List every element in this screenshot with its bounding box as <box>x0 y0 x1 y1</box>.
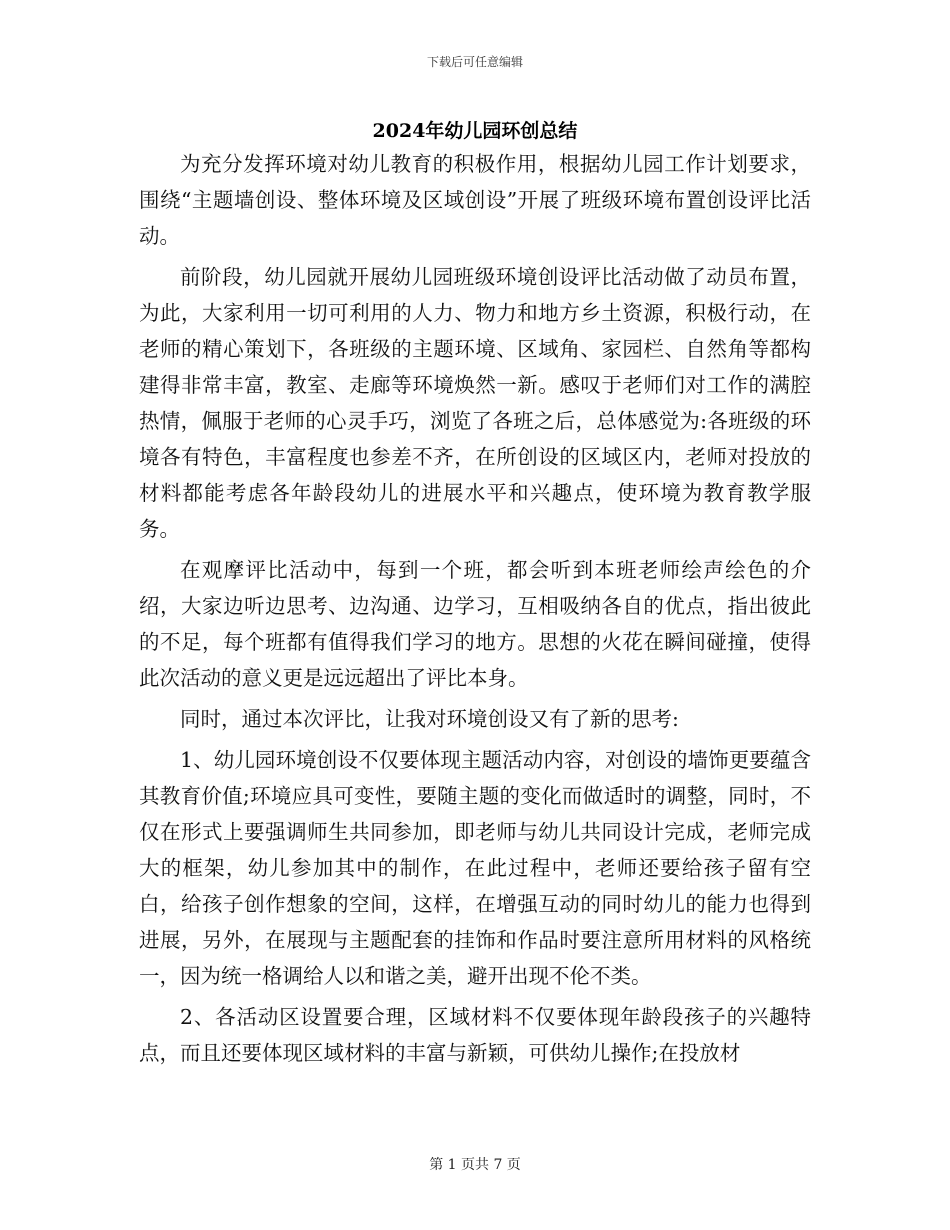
paragraph-observation: 在观摩评比活动中，每到一个班，都会听到本班老师绘声绘色的介绍，大家边听边思考、边沟通、边学习，互相吸纳各自的优点，指出彼此的不足，每个班都有值得我们学习的地方。思想的火花在瞬间碰撞，使得此次活动的意义更是远远超出了评比本身。 <box>139 558 811 690</box>
document-body <box>139 146 811 1076</box>
paragraph-point-1: 1、幼儿园环境创设不仅要体现主题活动内容，对创设的墙饰更要蕴含其教育价值;环境应具可变性，要随主题的变化而做适时的调整，同时，不仅在形式上要强调师生共同参加，即老师与幼儿共同设计完成，老师完成大的框架，幼儿参加其中的制作，在此过程中，老师还要给孩子留有空白，给孩子创作想象的空间，这样，在增强互动的同时幼儿的能力也得到进展，另外，在展现与主题配套的挂饰和作品时要注意所用材料的风格统一，因为统一格调给人以和谐之美，避开出现不伦不类。 <box>139 748 811 988</box>
paragraph-preparation: 前阶段，幼儿园就开展幼儿园班级环境创设评比活动做了动员布置，为此，大家利用一切可利用的人力、物力和地方乡土资源，积极行动，在老师的精心策划下，各班级的主题环境、区域角、家园栏、自然角等都构建得非常丰富，教室、走廊等环境焕然一新。感叹于老师们对工作的满腔热情，佩服于老师的心灵手巧，浏览了各班之后，总体感觉为:各班级的环境各有特色，丰富程度也参差不齐，在所创设的区域区内，老师对投放的材料都能考虑各年龄段幼儿的进展水平和兴趣点，使环境为教育教学服务。 <box>139 265 811 541</box>
page-title: 2024年幼儿园环创总结 <box>372 120 578 142</box>
page-header-note: 下载后可任意编辑 <box>426 55 523 69</box>
paragraph-reflection-intro: 同时，通过本次评比，让我对环境创设又有了新的思考: <box>180 707 679 731</box>
paragraph-point-2: 2、各活动区设置要合理，区域材料不仅要体现年龄段孩子的兴趣特点，而且还要体现区域材料的丰富与新颖，可供幼儿操作;在投放材 <box>139 1005 811 1065</box>
paragraph-intro: 为充分发挥环境对幼儿教育的积极作用，根据幼儿园工作计划要求，围绕“主题墙创设、整体环境及区域创设”开展了班级环境布置创设评比活动。 <box>139 152 811 248</box>
page-number: 第 1 页共 7 页 <box>429 1157 521 1173</box>
